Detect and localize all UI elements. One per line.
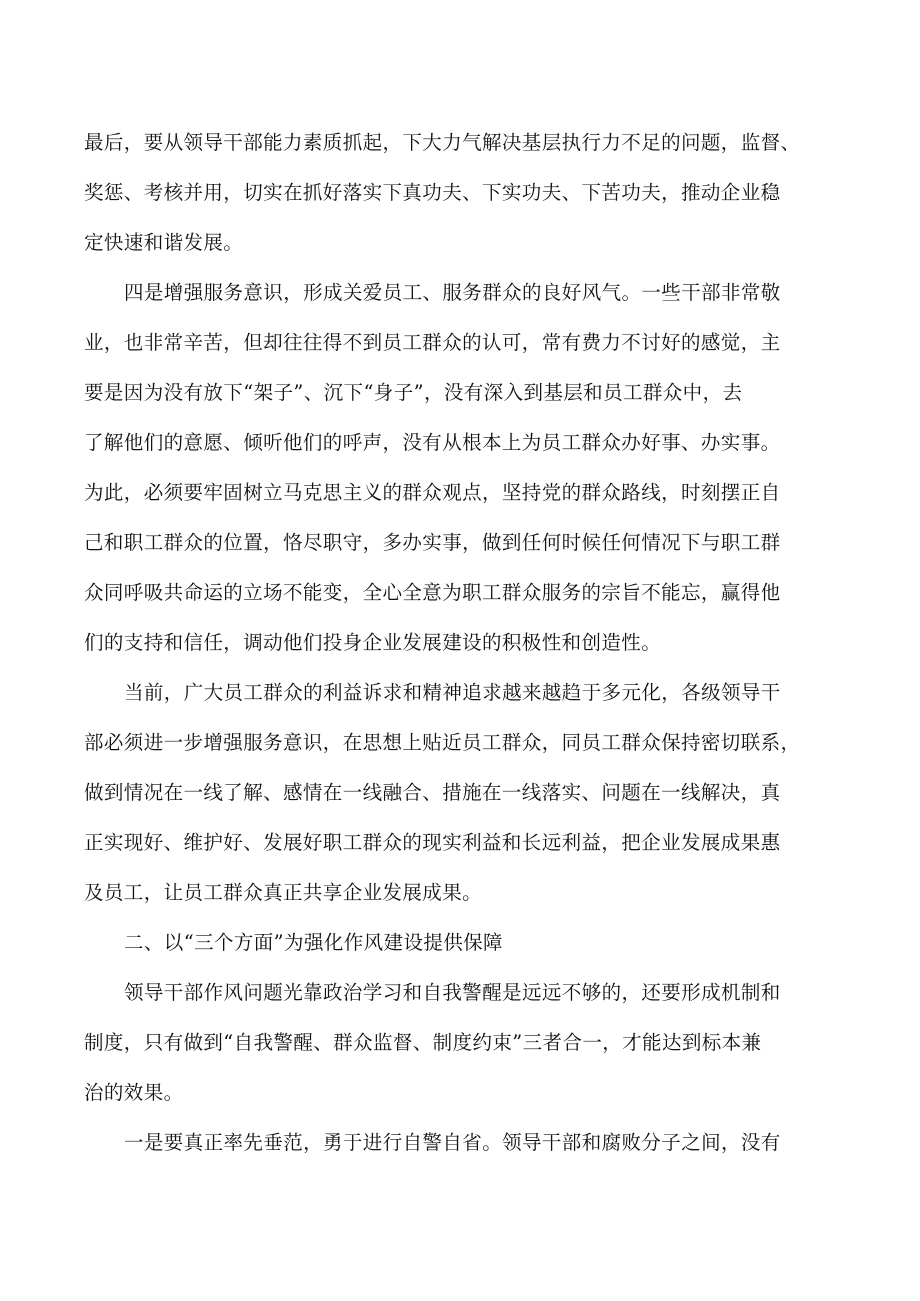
text-line: 领导干部作风问题光靠政治学习和自我警醒是远远不够的，还要形成机制和 <box>124 981 781 1004</box>
text-line: 一是要真正率先垂范，勇于进行自警自省。领导干部和腐败分子之间，没有 <box>124 1131 781 1154</box>
text-line: 为此，必须要牢固树立马克思主义的群众观点，坚持党的群众路线，时刻摆正自 <box>84 481 781 504</box>
text-line: 众同呼吸共命运的立场不能变，全心全意为职工群众服务的宗旨不能忘，赢得他 <box>84 581 781 604</box>
text-line: 治的效果。 <box>84 1081 184 1104</box>
text-line: 奖惩、考核并用，切实在抓好落实下真功夫、下实功夫、下苦功夫，推动企业稳 <box>84 181 781 204</box>
text-line: 做到情况在一线了解、感情在一线融合、措施在一线落实、问题在一线解决，真 <box>84 781 781 804</box>
text-line: 要是因为没有放下“架子”、沉下“身子”，没有深入到基层和员工群众中，去 <box>84 381 743 404</box>
text-line: 当前，广大员工群众的利益诉求和精神追求越来越趋于多元化，各级领导干 <box>124 681 781 704</box>
section-heading: 二、以“三个方面”为强化作风建设提供保障 <box>124 931 503 954</box>
text-line: 制度，只有做到“自我警醒、群众监督、制度约束”三者合一，才能达到标本兼 <box>84 1031 762 1054</box>
text-line: 及员工，让员工群众真正共享企业发展成果。 <box>84 881 483 904</box>
text-line: 最后，要从领导干部能力素质抓起，下大力气解决基层执行力不足的问题，监督、 <box>84 131 801 154</box>
text-line: 们的支持和信任，调动他们投身企业发展建设的积极性和创造性。 <box>84 631 662 654</box>
text-line: 业，也非常辛苦，但却往往得不到员工群众的认可，常有费力不讨好的感觉，主 <box>84 331 781 354</box>
text-line: 己和职工群众的位置，恪尽职守，多办实事，做到任何时候任何情况下与职工群 <box>84 531 781 554</box>
text-line: 部必须进一步增强服务意识，在思想上贴近员工群众，同员工群众保持密切联系， <box>84 731 801 754</box>
text-line: 了解他们的意愿、倾听他们的呼声，没有从根本上为员工群众办好事、办实事。 <box>84 431 781 454</box>
text-line: 定快速和谐发展。 <box>84 231 244 254</box>
text-line: 正实现好、维护好、发展好职工群众的现实利益和长远利益，把企业发展成果惠 <box>84 831 781 854</box>
text-line: 四是增强服务意识，形成关爱员工、服务群众的良好风气。一些干部非常敬 <box>124 281 781 304</box>
